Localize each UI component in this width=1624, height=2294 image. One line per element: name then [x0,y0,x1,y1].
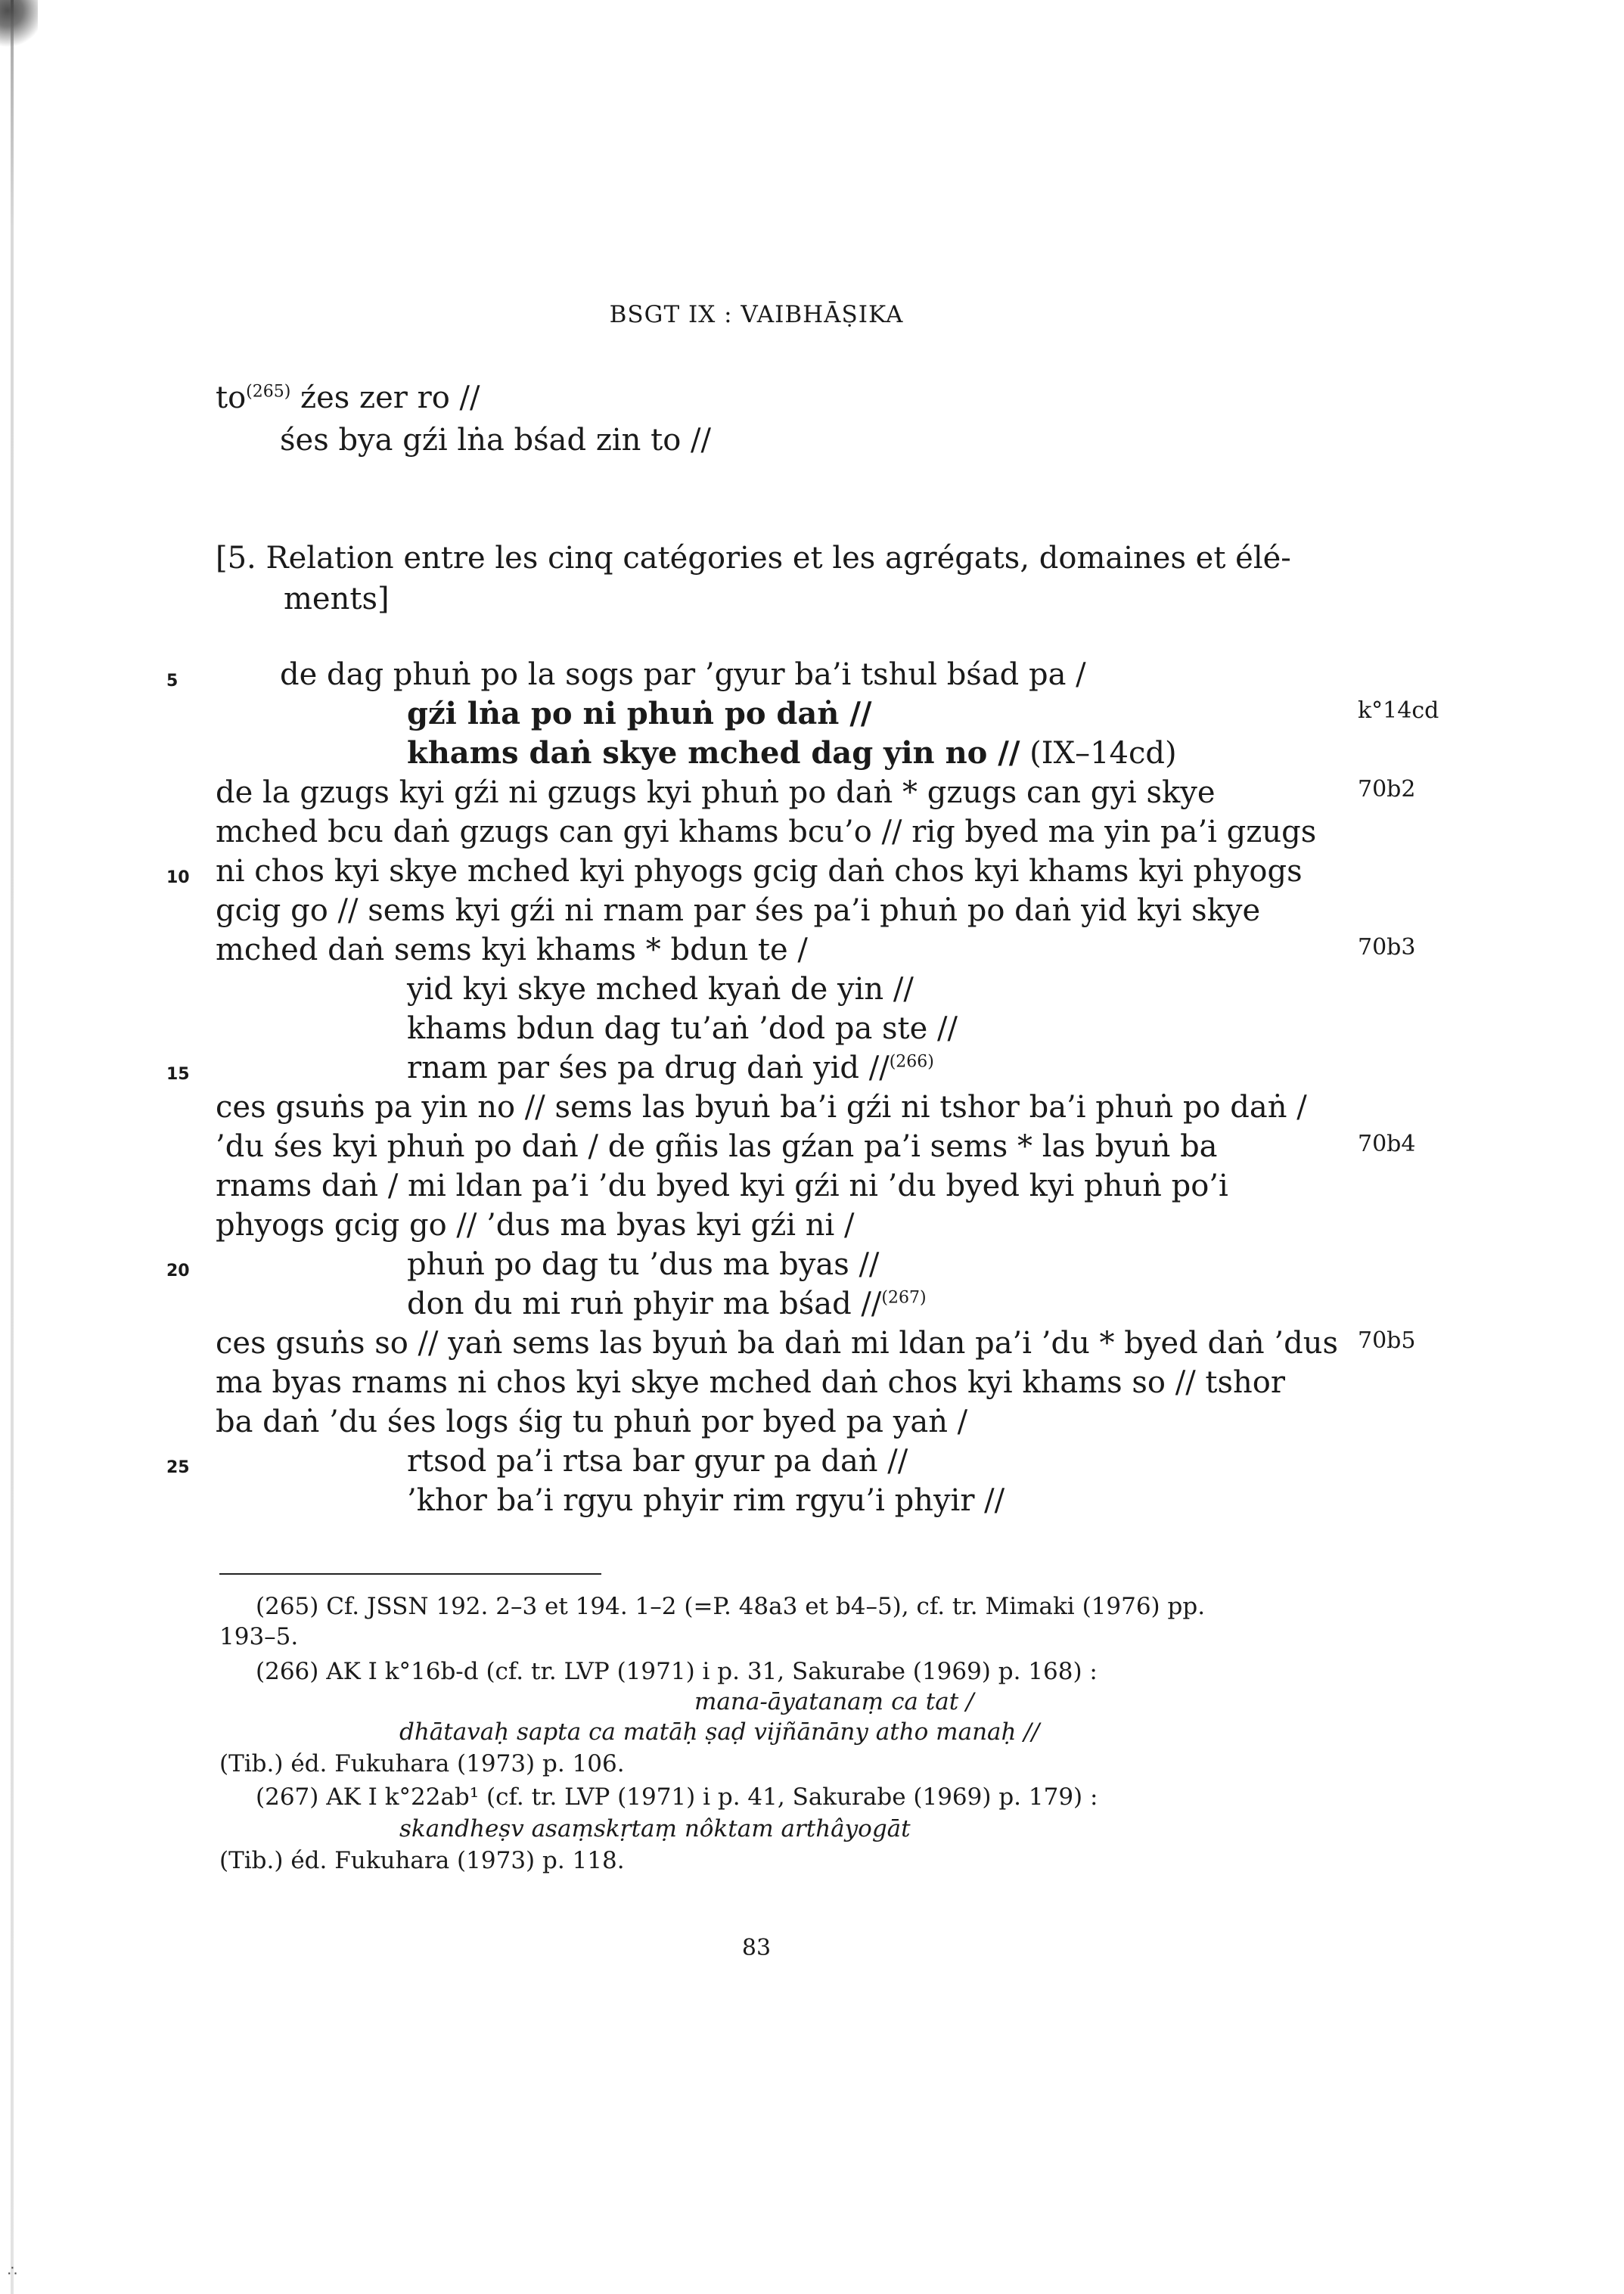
section-heading-line-2: ments] [284,582,390,616]
body-line-19: ma byas rnams ni chos kyi skye mched daṅ chos kyi khams so // tshor [216,1365,1285,1400]
body-line-8: mched daṅ sems kyi khams * bdun te / [216,933,808,967]
footnote-266-sanskrit-2: dhātavaḥ sapta ca matāḥ ṣaḍ vijñānāny atho manaḥ // [399,1718,1040,1746]
footnote-separator [219,1573,601,1575]
footnote-ref-267[interactable]: (267) [881,1288,927,1308]
scan-stray-mark: ∴ [8,2261,17,2280]
footnote-266-line-1: (266) AK I k°16b-d (cf. tr. LVP (1971) i p. 31, Sakurabe (1969) p. 168) : [256,1658,1098,1685]
verse-line-9: yid kyi skye mched kyaṅ de yin // [407,972,914,1007]
margin-ref-k14cd: k°14cd [1358,697,1439,724]
body-line-12: ces gsuṅs pa yin no // sems las byuṅ ba’i gźi ni tshor ba’i phuṅ po daṅ / [216,1090,1307,1125]
body-line-6: ni chos kyi skye mched kyi phyogs gcig daṅ chos kyi khams kyi phyogs [216,854,1303,889]
verse-line-22: ’khor ba’i rgyu phyir rim rgyu’i phyir // [407,1483,1005,1518]
page-number: 83 [741,1935,772,1961]
margin-ref-70b3: 70b3 [1358,934,1416,961]
body-line-5: mched bcu daṅ gzugs can gyi khams bcu’o // rig byed ma yin pa’i gzugs [216,815,1317,849]
footnote-267-line-1: (267) AK I k°22ab¹ (cf. tr. LVP (1971) i p. 41, Sakurabe (1969) p. 179) : [256,1783,1098,1811]
body-line-18: ces gsuṅs so // yaṅ sems las byuṅ ba daṅ mi ldan pa’i ’du * byed daṅ ’dus [216,1326,1339,1361]
verse-line-10: khams bdun dag tu’aṅ ’dod pa ste // [407,1011,958,1046]
margin-ref-70b5: 70b5 [1358,1327,1416,1354]
line-number-15: 15 [166,1065,190,1084]
body-line-1: de dag phuṅ po la sogs par ’gyur ba’i tshul bśad pa / [280,657,1086,692]
verse-line-11: rnam par śes pa drug daṅ yid //$^{(266)}$ [407,1051,934,1085]
body-line-7: gcig go // sems kyi gźi ni rnam par śes pa’i phuṅ po daṅ yid kyi skye [216,893,1261,928]
line-number-10: 10 [166,868,190,887]
section-heading-line-1: [5. Relation entre les cinq catégories et les agrégats, domaines et élé- [216,541,1291,576]
footnote-ref-266[interactable]: (266) [889,1052,934,1072]
verse-ref: (IX–14cd) [1020,736,1177,771]
line-number-25: 25 [166,1458,190,1477]
footnote-265-line-1: (265) Cf. JSSN 192. 2–3 et 194. 1–2 (=P. 48a3 et b4–5), cf. tr. Mimaki (1976) pp. [256,1593,1206,1620]
footnote-266-tib: (Tib.) éd. Fukuhara (1973) p. 106. [219,1750,625,1777]
footnote-267-tib: (Tib.) éd. Fukuhara (1973) p. 118. [219,1847,625,1874]
body-line-15: phyogs gcig go // ’dus ma byas kyi gźi ni / [216,1208,855,1243]
running-head: BSGT IX : VAIBHĀṢIKA [609,301,904,328]
verse-line-bold-2: khams daṅ skye mched dag yin no // (IX–14cd) [407,735,1177,771]
margin-ref-70b4: 70b4 [1358,1131,1416,1157]
footnote-ref-265[interactable]: (265) [246,382,291,402]
margin-ref-70b2: 70b2 [1358,776,1416,802]
body-line-13: ’du śes kyi phuṅ po daṅ / de gñis las gźan pa’i sems * las byuṅ ba [216,1129,1218,1164]
line-number-20: 20 [166,1262,190,1280]
scan-corner-mark [0,0,38,53]
verse-intro-line-1: $to^{(265)}$ źes zer ro // [216,380,480,415]
line-number-5: 5 [166,672,179,691]
footnote-266-sanskrit-1: mana-āyatanaṃ ca tat / [694,1688,974,1715]
body-line-4: de la gzugs kyi gźi ni gzugs kyi phuṅ po daṅ * gzugs can gyi skye [216,775,1216,810]
verse-line-17: don du mi ruṅ phyir ma bśad //$^{(267)}$ [407,1287,927,1321]
verse-line-16: phuṅ po dag tu ’dus ma byas // [407,1247,880,1282]
body-line-20: ba daṅ ’du śes logs śig tu phuṅ por byed pa yaṅ / [216,1405,968,1439]
footnote-265-line-2: 193–5. [219,1623,299,1650]
verse-line-21: rtsod pa’i rtsa bar gyur pa daṅ // [407,1444,908,1479]
verse-line-bold-1: gźi lṅa po ni phuṅ po daṅ // [407,696,872,731]
body-line-14: rnams daṅ / mi ldan pa’i ’du byed kyi gźi ni ’du byed kyi phuṅ po’i [216,1169,1228,1203]
footnote-267-sanskrit: skandheṣv asaṃskṛtaṃ nôktam arthâyogāt [399,1815,911,1842]
verse-intro-line-2: śes bya gźi lṅa bśad zin to // [280,423,711,458]
